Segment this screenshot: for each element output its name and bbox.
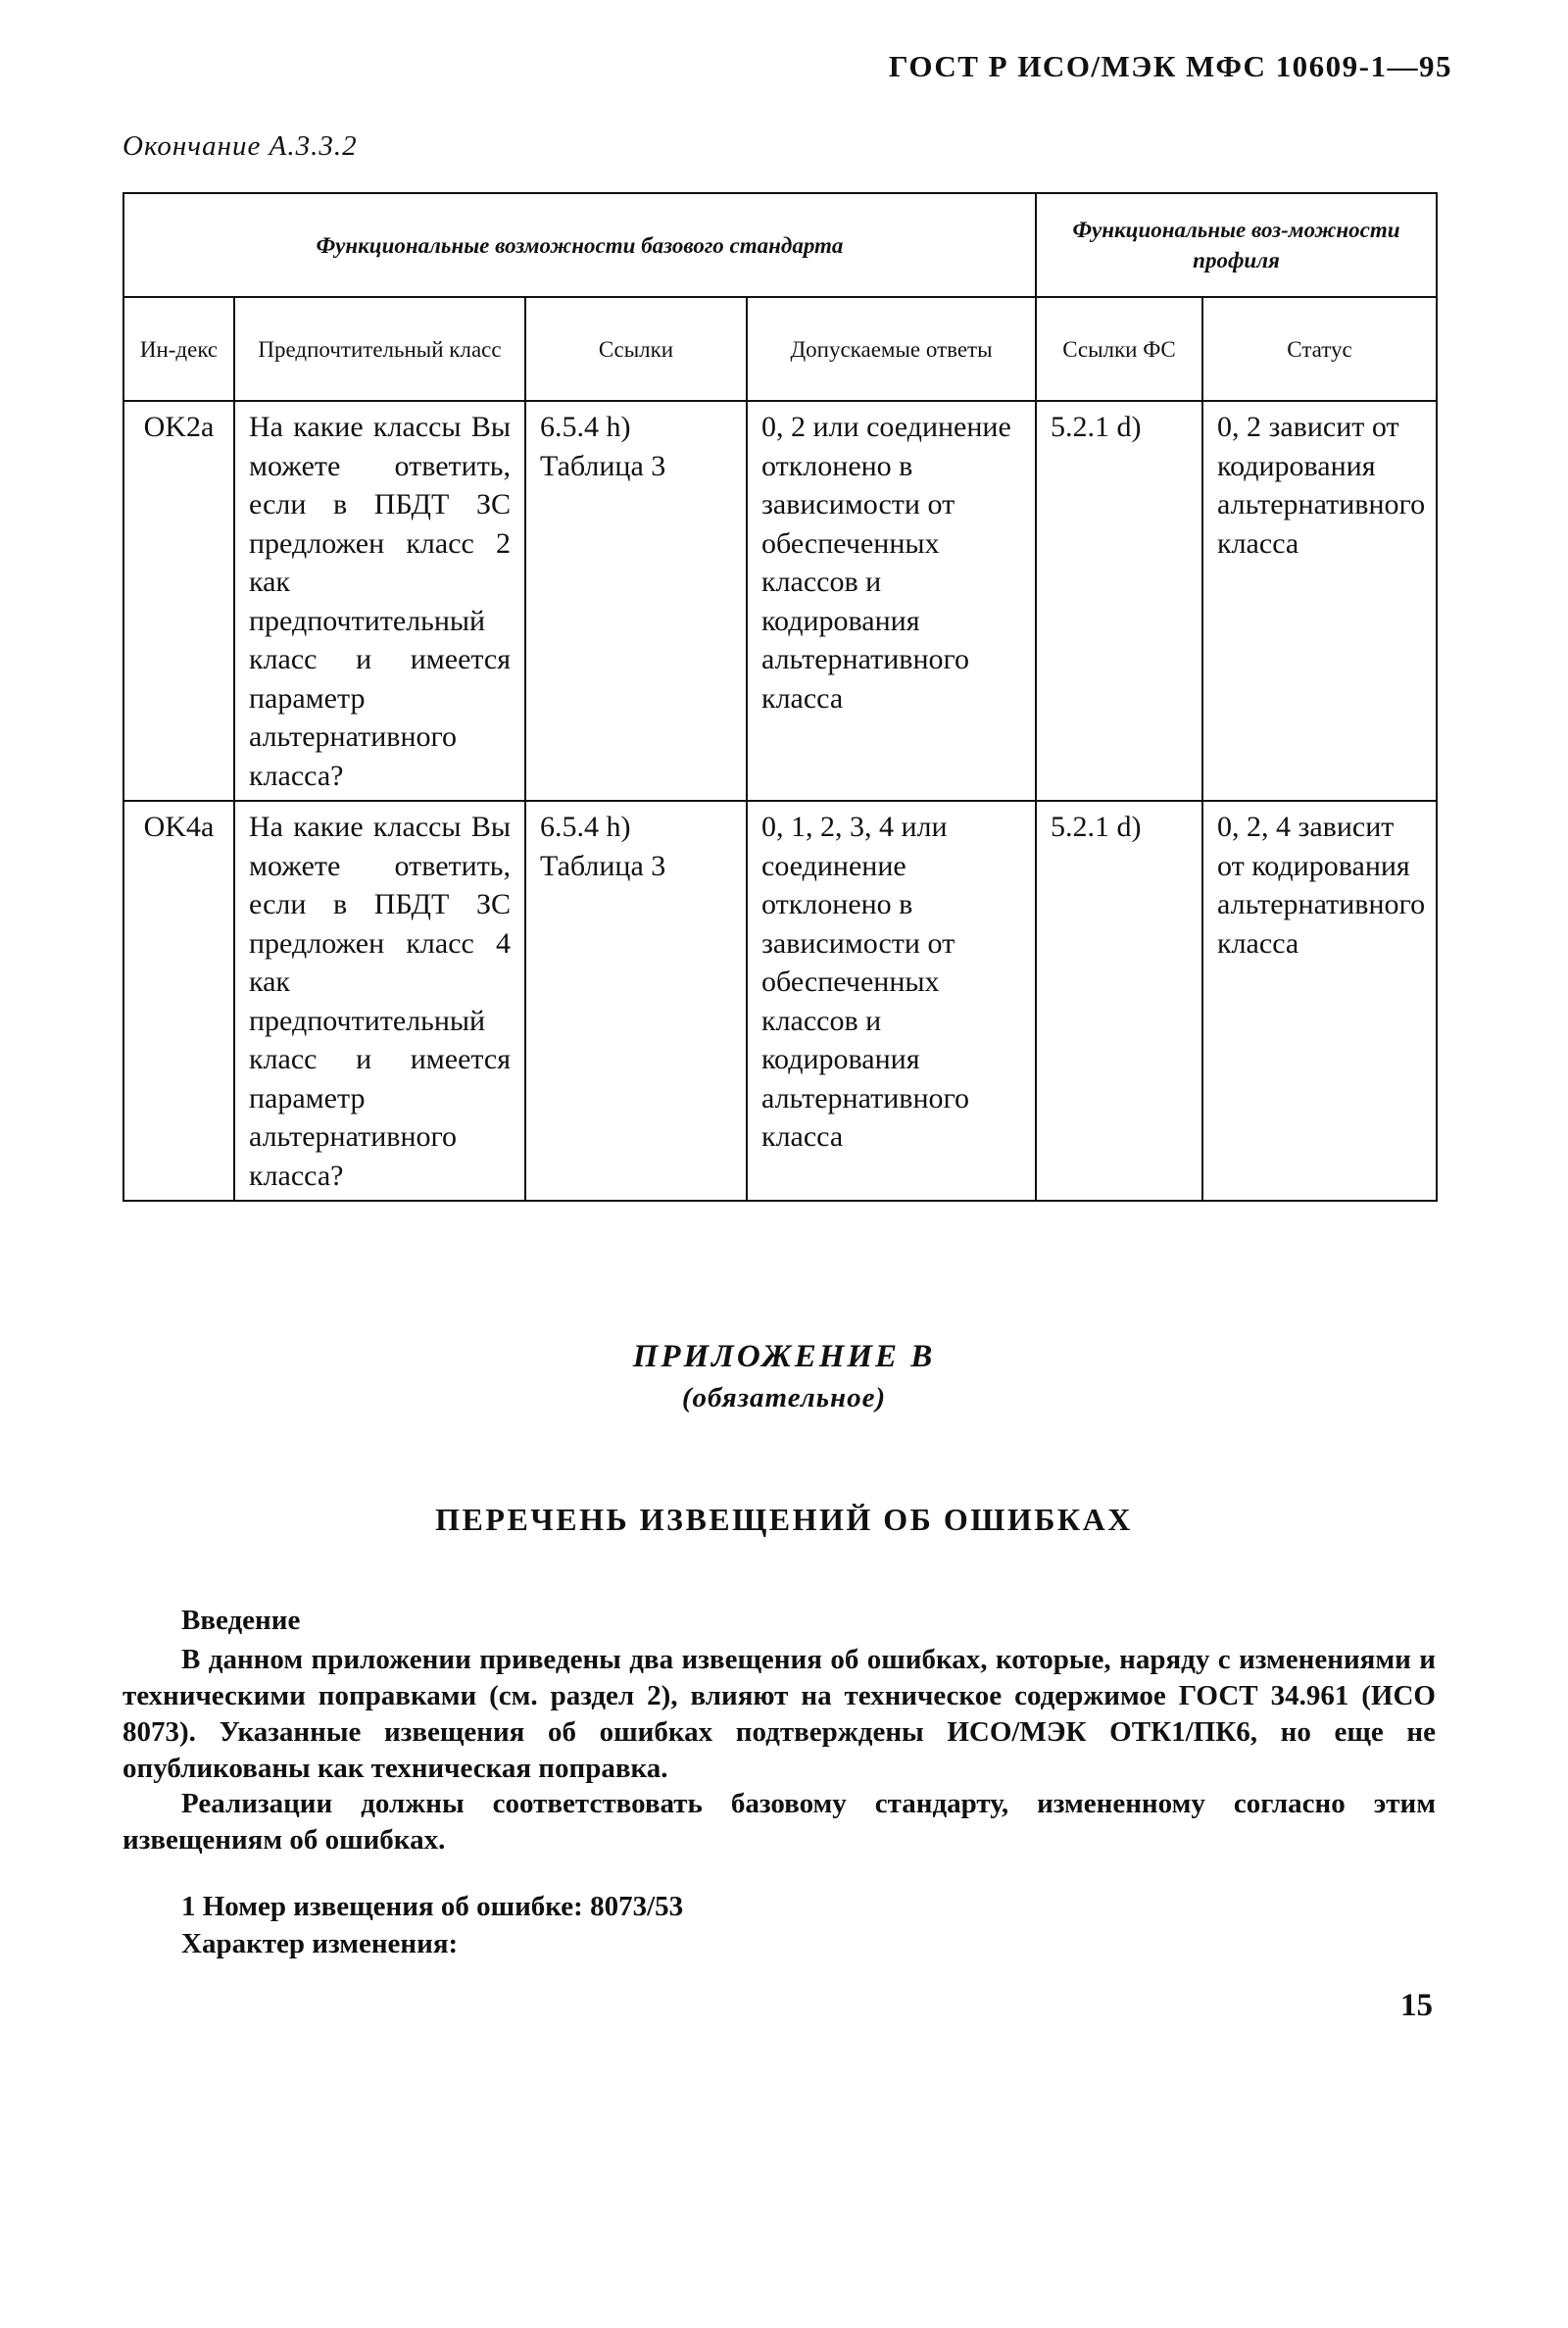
intro-heading: Введение [181, 1605, 301, 1636]
table-column-header-row [123, 297, 1437, 401]
intro-paragraph-2: Реализации должны соответствовать базовому стандарту, измененному согласно этим извещениям об ошибках. [122, 1788, 1436, 1856]
cell-status: 0, 2, 4 зависит от кодирования альтернативного класса [1202, 801, 1437, 1201]
cell-fs-references: 5.2.1 d) [1036, 401, 1202, 801]
column-header-status: Статус [1202, 297, 1437, 401]
column-header-preferred-class: Предпочтительный класс [234, 297, 525, 401]
intro-paragraph-1: В данном приложении приведены два извещения об ошибках, которые, наряду с изменениями и техническими поправками (см. раздел 2), влияют на техническое содержимое ГОСТ 34.961 (ИСО 8073). Указанные извещения об ошибках подтверждены ИСО/МЭК ОТК1/ПК6, но еще не опубликованы как техническая поправка. [122, 1644, 1436, 1784]
cell-preferred-class: На какие классы Вы можете ответить, если в ПБДТ ЗС предложен класс 4 как предпочтительный класс и имеется параметр альтернативного класса? [234, 801, 525, 1201]
column-header-fs-references: Ссылки ФС [1036, 297, 1202, 401]
error-notice-number: 1 Номер извещения об ошибке: 8073/53 [181, 1891, 684, 1922]
column-header-references: Ссылки [525, 297, 747, 401]
page-header-standard-code: ГОСТ Р ИСО/МЭК МФС 10609-1—95 [888, 49, 1452, 83]
cell-allowed-answers: 0, 1, 2, 3, 4 или соединение отклонено в зависимости от обеспеченных классов и кодирования альтернативного класса [747, 801, 1036, 1201]
group-header-profile: Функциональные воз-можности профиля [1036, 193, 1437, 297]
section-title: ПЕРЕЧЕНЬ ИЗВЕЩЕНИЙ ОБ ОШИБКАХ [435, 1502, 1133, 1537]
cell-fs-references: 5.2.1 d) [1036, 801, 1202, 1201]
appendix-title: ПРИЛОЖЕНИЕ В [632, 1339, 936, 1374]
page-number: 15 [1400, 1988, 1433, 2023]
cell-allowed-answers: 0, 2 или соединение отклонено в зависимости от обеспеченных классов и кодирования альтернативного класса [747, 401, 1036, 801]
cell-index: OK4a [123, 801, 234, 1201]
cell-references: 6.5.4 h) Таблица 3 [525, 401, 747, 801]
table-continuation-label: Окончание А.3.3.2 [122, 130, 358, 162]
table-group-header-row [123, 193, 1437, 297]
change-nature-label: Характер изменения: [181, 1928, 459, 1959]
table-row [123, 801, 1437, 1201]
cell-index: OK2a [123, 401, 234, 801]
group-header-base-standard: Функциональные возможности базового стандарта [123, 193, 1036, 297]
appendix-subtitle: (обязательное) [681, 1382, 887, 1413]
capabilities-table [122, 192, 1438, 1202]
cell-preferred-class: На какие классы Вы можете ответить, если в ПБДТ ЗС предложен класс 2 как предпочтительный класс и имеется параметр альтернативного класса? [234, 401, 525, 801]
column-header-allowed-answers: Допускаемые ответы [747, 297, 1036, 401]
cell-references: 6.5.4 h) Таблица 3 [525, 801, 747, 1201]
column-header-index: Ин-декс [123, 297, 234, 401]
table-row [123, 401, 1437, 801]
cell-status: 0, 2 зависит от кодирования альтернативного класса [1202, 401, 1437, 801]
